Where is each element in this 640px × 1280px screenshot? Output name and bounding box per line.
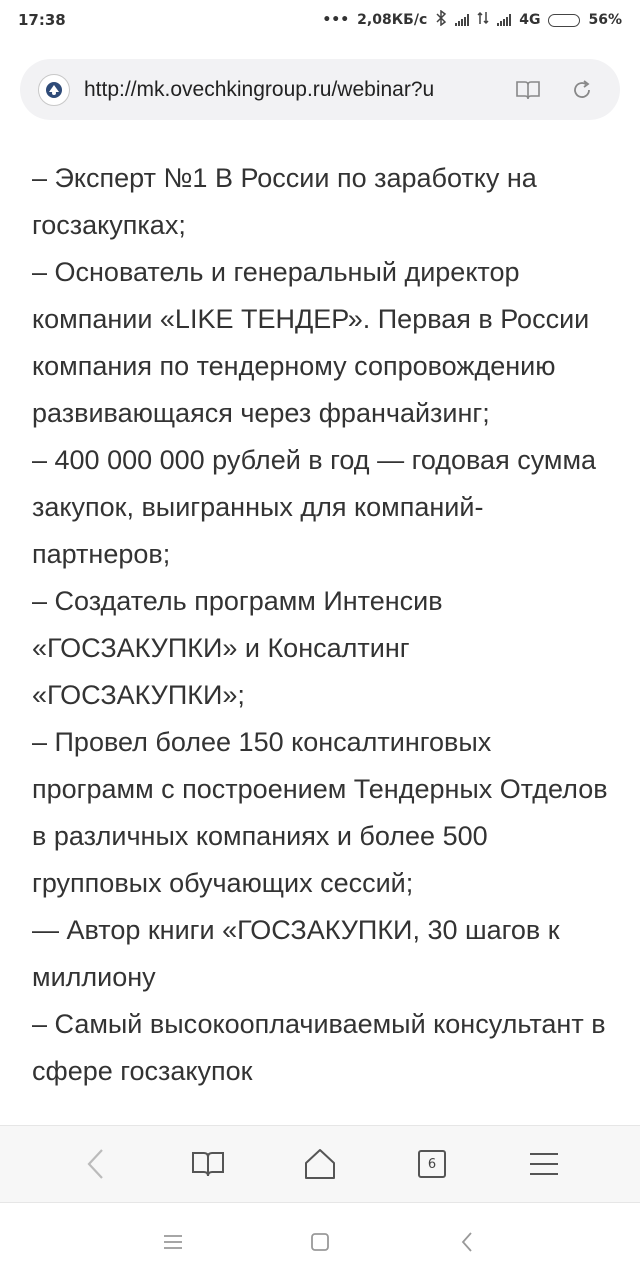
signal-icon-2 — [497, 14, 511, 26]
article-text — [32, 155, 612, 1095]
tabs-count: 6 — [418, 1150, 446, 1178]
bio-line-programs: – Создатель программ Интенсив «ГОСЗАКУПКИ» и Консалтинг «ГОСЗАКУПКИ»; — [32, 586, 443, 710]
back-button[interactable] — [70, 1138, 122, 1190]
system-home-button[interactable] — [294, 1216, 346, 1268]
network-speed: 2,08КБ/с — [357, 12, 428, 28]
system-nav-bar — [0, 1204, 640, 1280]
more-dots-icon: ••• — [322, 12, 350, 28]
site-favicon-icon — [38, 74, 70, 106]
book-icon — [191, 1149, 225, 1179]
signal-icon-1 — [455, 14, 469, 26]
bio-line-expert: – Эксперт №1 В России по заработку на госзакупках; — [32, 163, 537, 240]
address-bar[interactable] — [20, 59, 620, 120]
url-text[interactable]: http://mk.ovechkingroup.ru/webinar?u — [84, 77, 435, 101]
bio-line-founder: – Основатель и генеральный директор компании «LIKE ТЕНДЕР». Первая в России компания по тендерному сопровождению развивающаяся через франчайзинг; — [32, 257, 590, 428]
system-back-icon — [459, 1230, 475, 1254]
data-transfer-icon — [477, 11, 489, 29]
status-time: 17:38 — [18, 11, 66, 29]
battery-percent: 56% — [588, 12, 622, 28]
status-indicators — [322, 10, 622, 30]
home-icon — [302, 1147, 338, 1181]
recent-apps-button[interactable] — [147, 1216, 199, 1268]
battery-icon — [548, 14, 580, 27]
home-button[interactable] — [294, 1138, 346, 1190]
back-arrow-icon — [83, 1147, 109, 1181]
network-type: 4G — [519, 12, 541, 28]
menu-icon — [528, 1151, 560, 1177]
bluetooth-icon — [435, 10, 447, 30]
bio-line-consulting: – Провел более 150 консалтинговых программ с построением Тендерных Отделов в различных компаниях и более 500 групповых обучающих сессий; — [32, 727, 608, 898]
bio-line-purchases: – 400 000 000 рублей в год — годовая сумма закупок, выигранных для компаний-партнеров; — [32, 445, 597, 569]
status-bar — [0, 0, 640, 40]
menu-button[interactable] — [518, 1138, 570, 1190]
tabs-button[interactable] — [406, 1138, 458, 1190]
recents-icon — [162, 1233, 184, 1251]
browser-toolbar — [0, 1125, 640, 1203]
bio-line-author: — Автор книги «ГОСЗАКУПКИ, 30 шагов к миллиону — [32, 915, 560, 992]
system-back-button[interactable] — [441, 1216, 493, 1268]
reader-mode-icon[interactable] — [508, 70, 548, 110]
bookmarks-button[interactable] — [182, 1138, 234, 1190]
bio-line-consultant: – Самый высокооплачиваемый консультант в сфере госзакупок — [32, 1009, 606, 1086]
square-home-icon — [310, 1232, 330, 1252]
reload-icon[interactable] — [562, 70, 602, 110]
